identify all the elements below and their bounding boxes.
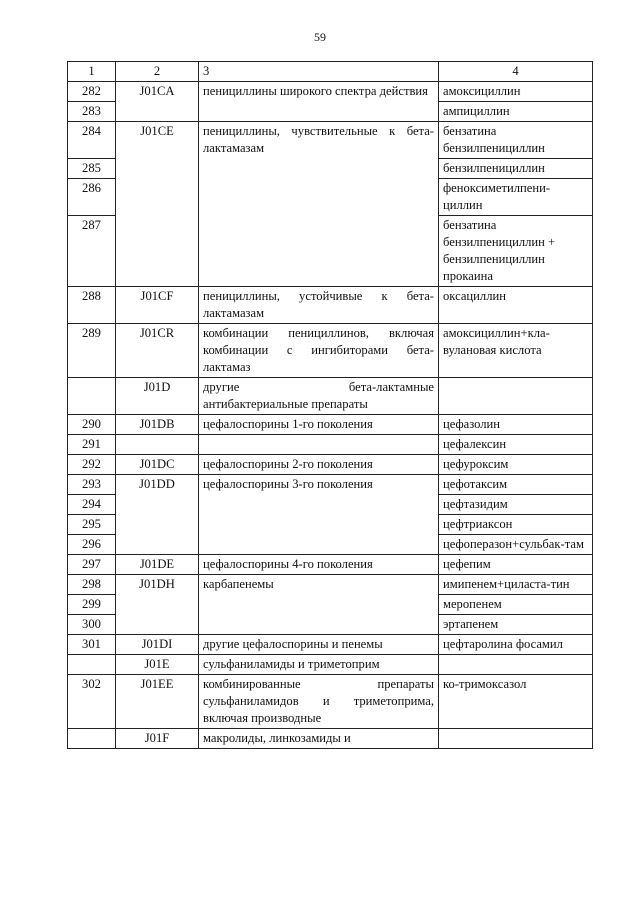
drug-name: амоксициллин+кла-вулановая кислота <box>439 324 593 378</box>
row-number: 290 <box>68 415 116 435</box>
table-row <box>68 455 593 475</box>
table-row <box>68 415 593 435</box>
row-number: 297 <box>68 555 116 575</box>
row-number: 286 <box>68 179 116 216</box>
row-number <box>68 655 116 675</box>
row-number: 295 <box>68 515 116 535</box>
group-name: цефалоспорины 3-го поколения <box>199 475 439 555</box>
group-name: сульфаниламиды и триметоприм <box>199 655 439 675</box>
drug-name: бензатина бензилпенициллин + бензилпенициллин прокаина <box>439 216 593 287</box>
group-name: цефалоспорины 4-го поколения <box>199 555 439 575</box>
header-col-2: 2 <box>116 62 199 82</box>
drug-name: цефуроксим <box>439 455 593 475</box>
drug-name: цефтазидим <box>439 495 593 515</box>
atc-code: J01CF <box>116 287 199 324</box>
drug-name: цефазолин <box>439 415 593 435</box>
row-number: 293 <box>68 475 116 495</box>
row-number <box>68 729 116 749</box>
drug-name: меропенем <box>439 595 593 615</box>
row-number: 291 <box>68 435 116 455</box>
group-name: пенициллины, чувствительные к бета-лактамазам <box>199 122 439 287</box>
group-name: карбапенемы <box>199 575 439 635</box>
atc-code: J01DB <box>116 415 199 435</box>
drug-name <box>439 655 593 675</box>
page-number: 59 <box>314 30 326 44</box>
group-name: макролиды, линкозамиды и <box>199 729 439 749</box>
row-number: 302 <box>68 675 116 729</box>
atc-code: J01EE <box>116 675 199 729</box>
table-row <box>68 555 593 575</box>
row-number: 300 <box>68 615 116 635</box>
row-number: 292 <box>68 455 116 475</box>
drug-name: эртапенем <box>439 615 593 635</box>
row-number: 301 <box>68 635 116 655</box>
atc-code: J01CA <box>116 82 199 122</box>
row-number: 298 <box>68 575 116 595</box>
table-row <box>68 655 593 675</box>
drug-name: цефтриаксон <box>439 515 593 535</box>
drug-name: цефалексин <box>439 435 593 455</box>
table-header-row <box>68 62 593 82</box>
drug-name <box>439 378 593 415</box>
group-name: комбинации пенициллинов, включая комбинации с ингибиторами бета-лактамаз <box>199 324 439 378</box>
atc-code: J01DE <box>116 555 199 575</box>
row-number: 299 <box>68 595 116 615</box>
drug-name: цефтаролина фосамил <box>439 635 593 655</box>
atc-code: J01DC <box>116 455 199 475</box>
atc-code: J01DI <box>116 635 199 655</box>
atc-code: J01DH <box>116 575 199 635</box>
table-row <box>68 378 593 415</box>
table-row <box>68 729 593 749</box>
atc-code: J01DD <box>116 475 199 555</box>
table-row <box>68 82 593 102</box>
drug-name: цефотаксим <box>439 475 593 495</box>
atc-code <box>116 435 199 455</box>
table-row <box>68 675 593 729</box>
drug-name: ко-тримоксазол <box>439 675 593 729</box>
group-name <box>199 435 439 455</box>
header-col-3: 3 <box>199 62 439 82</box>
drug-name: амоксициллин <box>439 82 593 102</box>
drug-name: феноксиметилпени-циллин <box>439 179 593 216</box>
drug-classification-table <box>67 61 593 749</box>
drug-name: цефепим <box>439 555 593 575</box>
drug-name <box>439 729 593 749</box>
atc-code: J01CR <box>116 324 199 378</box>
row-number: 282 <box>68 82 116 102</box>
drug-name: цефоперазон+сульбак-там <box>439 535 593 555</box>
table-row <box>68 475 593 495</box>
table-row <box>68 287 593 324</box>
row-number: 283 <box>68 102 116 122</box>
atc-code: J01E <box>116 655 199 675</box>
row-number: 288 <box>68 287 116 324</box>
atc-code: J01D <box>116 378 199 415</box>
drug-name: имипенем+циласта-тин <box>439 575 593 595</box>
table-row <box>68 635 593 655</box>
row-number: 294 <box>68 495 116 515</box>
group-name: другие бета-лактамные антибактериальные препараты <box>199 378 439 415</box>
group-name: цефалоспорины 2-го поколения <box>199 455 439 475</box>
atc-code: J01CE <box>116 122 199 287</box>
drug-name: бензатина бензилпенициллин <box>439 122 593 159</box>
header-col-4: 4 <box>439 62 593 82</box>
table-row <box>68 575 593 595</box>
group-name: другие цефалоспорины и пенемы <box>199 635 439 655</box>
row-number: 287 <box>68 216 116 287</box>
row-number <box>68 378 116 415</box>
table-row <box>68 324 593 378</box>
atc-code: J01F <box>116 729 199 749</box>
header-col-1: 1 <box>68 62 116 82</box>
drug-name: бензилпенициллин <box>439 159 593 179</box>
row-number: 289 <box>68 324 116 378</box>
group-name: пенициллины, устойчивые к бета-лактамазам <box>199 287 439 324</box>
table-row <box>68 435 593 455</box>
table-row <box>68 122 593 159</box>
row-number: 284 <box>68 122 116 159</box>
drug-name: ампициллин <box>439 102 593 122</box>
group-name: комбинированные препараты сульфаниламидов и триметоприма, включая производные <box>199 675 439 729</box>
row-number: 296 <box>68 535 116 555</box>
group-name: цефалоспорины 1-го поколения <box>199 415 439 435</box>
group-name: пенициллины широкого спектра действия <box>199 82 439 122</box>
row-number: 285 <box>68 159 116 179</box>
drug-name: оксациллин <box>439 287 593 324</box>
